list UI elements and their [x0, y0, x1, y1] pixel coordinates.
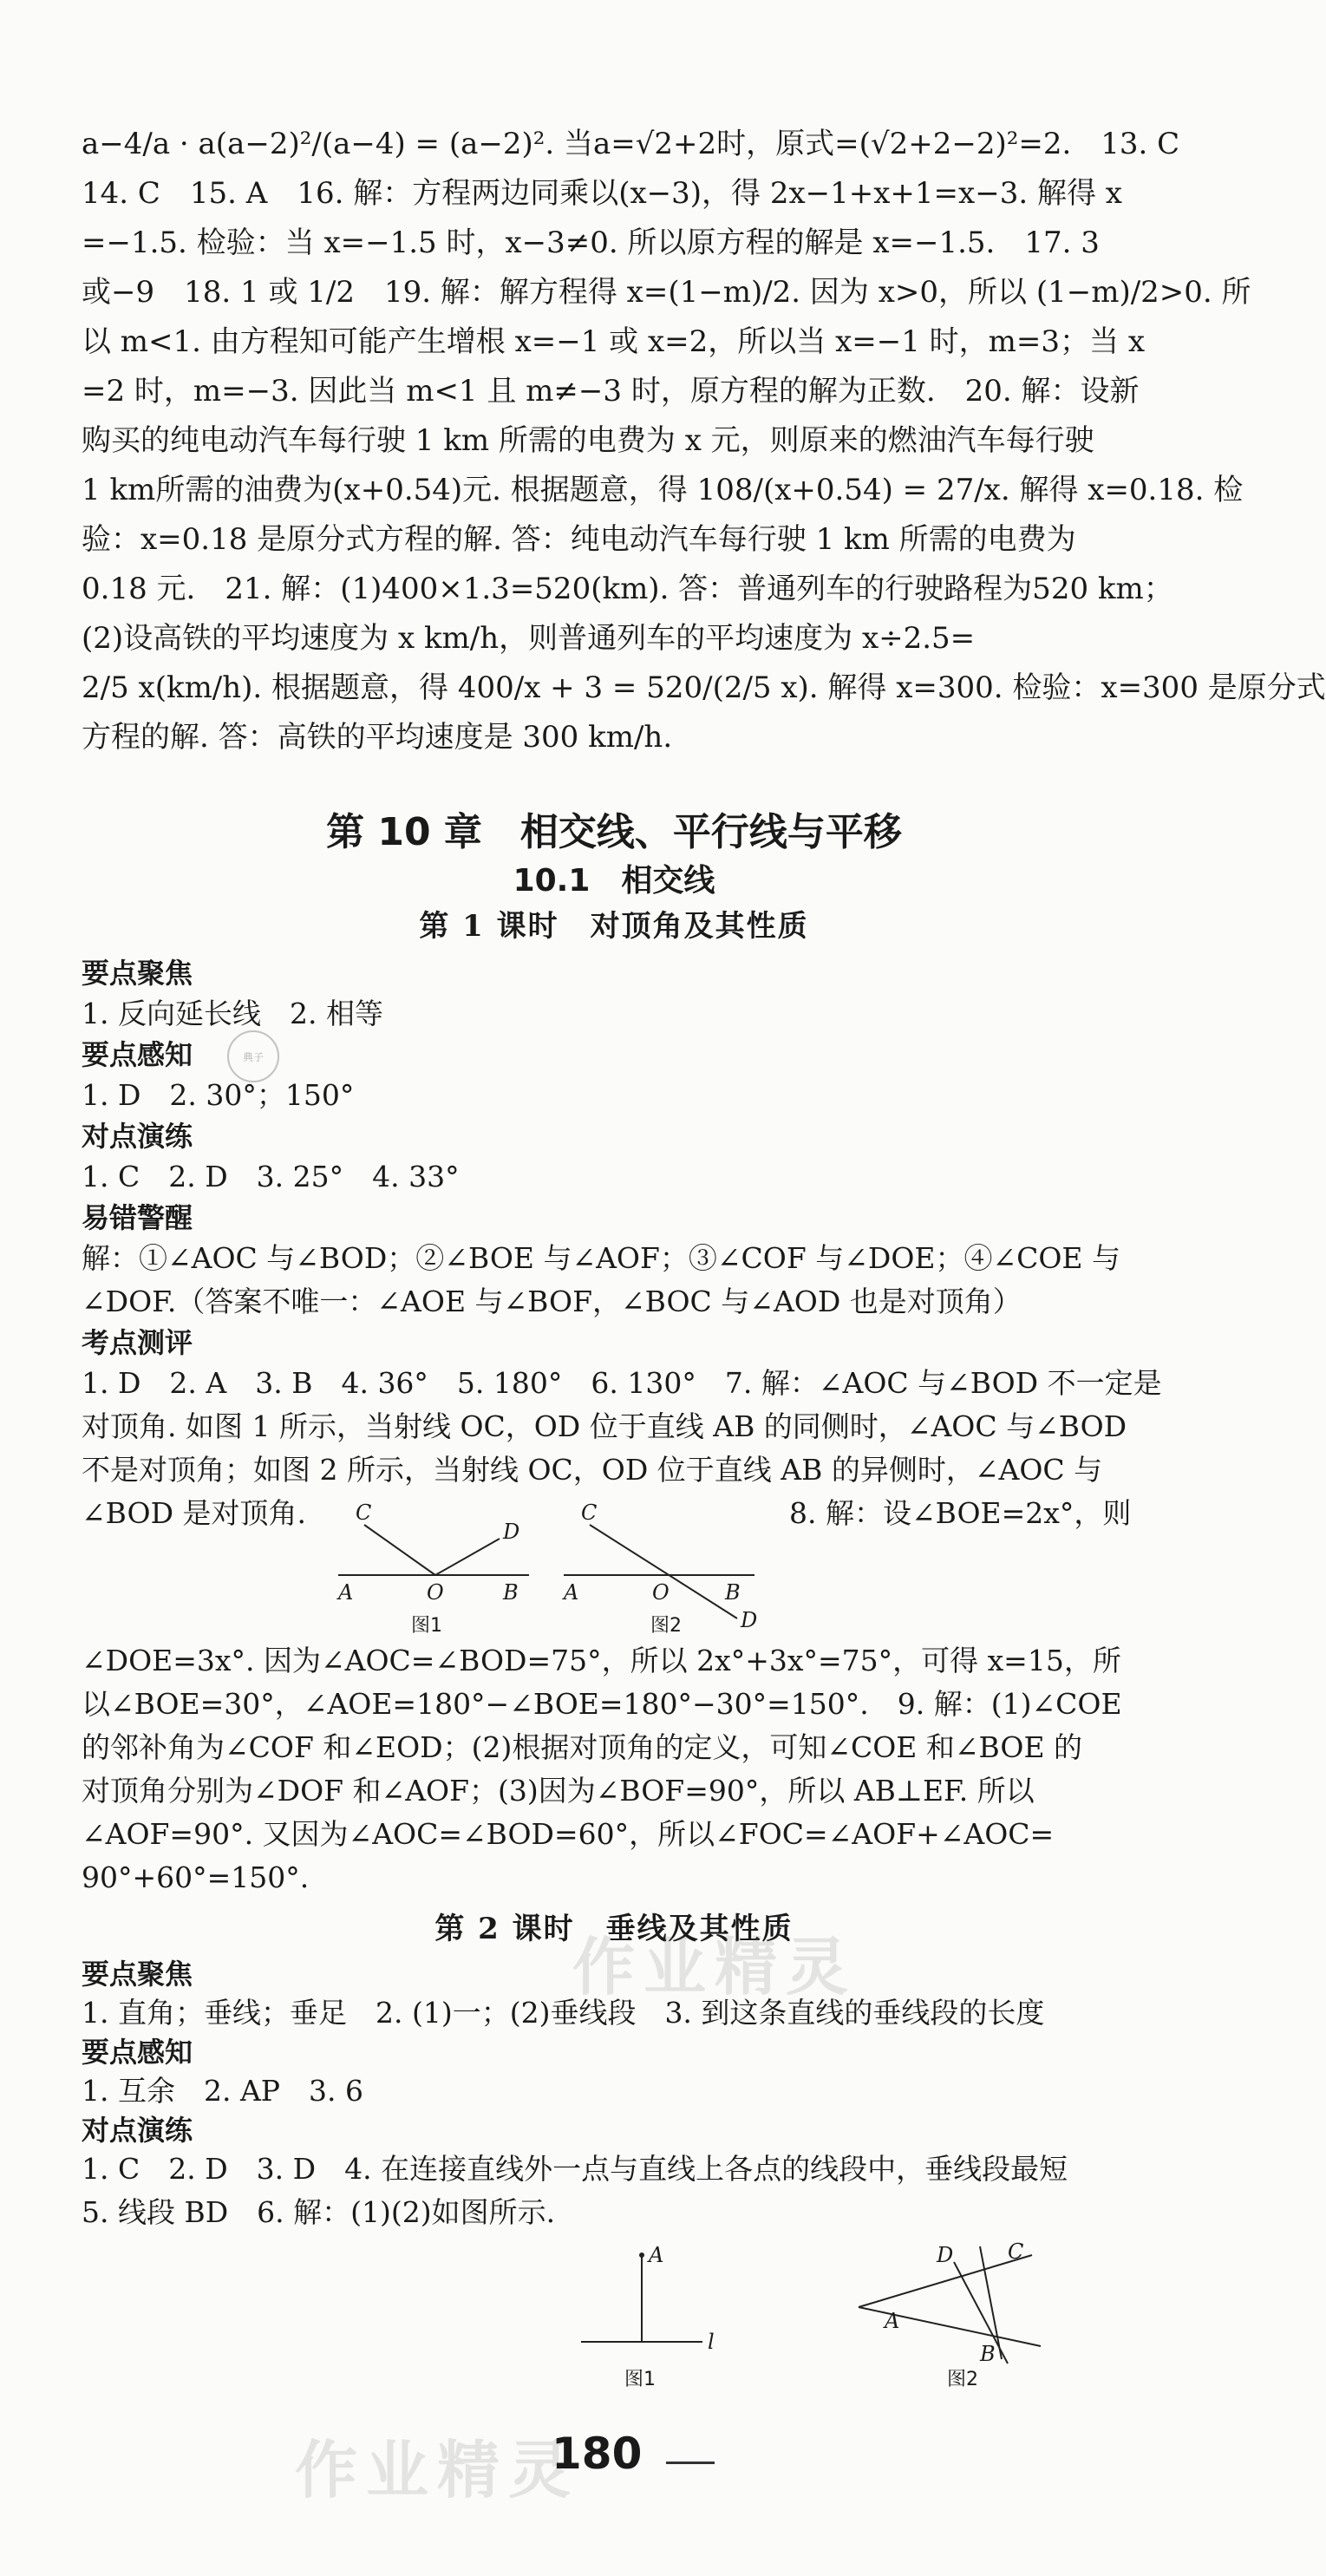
text-line: 验：x=0.18 是原分式方程的解. 答：纯电动汽车每行驶 1 km 所需的电费为	[82, 522, 1076, 557]
text-line: 1 km所需的油费为(x+0.54)元. 根据题意，得 108/(x+0.54) = 27/x. 解得 x=0.18. 检	[82, 473, 1244, 507]
text-line: =2 时，m=−3. 因此当 m<1 且 m≠−3 时，原方程的解为正数. 20. 解：设新	[82, 374, 1140, 409]
figure-1-same-side	[330, 1488, 538, 1636]
figure-caption: 图2	[650, 1615, 682, 1637]
answer-line: 1. D 2. 30°；150°	[82, 1078, 355, 1112]
point-label: O	[427, 1580, 444, 1605]
section-title: 10.1 相交线	[513, 863, 715, 899]
figure-2-opposite-side	[555, 1488, 763, 1636]
perpendicular-figure-2	[850, 2220, 1058, 2394]
section-label: 考点测评	[82, 1326, 193, 1359]
text-line: =−1.5. 检验：当 x=−1.5 时，x−3≠0. 所以原方程的解是 x=−1.5. 17. 3	[82, 226, 1100, 260]
answer-line: 对顶角分别为∠DOF 和∠AOF；(3)因为∠BOF=90°，所以 AB⊥EF. 所以	[82, 1774, 1035, 1808]
figure-caption: 图1	[624, 2369, 656, 2390]
figure-caption: 图1	[411, 1615, 442, 1637]
point-label: C	[581, 1500, 598, 1525]
answer-line: 的邻补角为∠COF 和∠EOD；(2)根据对顶角的定义，可知∠COE 和∠BOE 的	[82, 1730, 1083, 1764]
page-number-dash	[666, 2462, 715, 2464]
text-line: (2)设高铁的平均速度为 x km/h，则普通列车的平均速度为 x÷2.5=	[82, 621, 976, 656]
text-line: 以 m<1. 由方程知可能产生增根 x=−1 或 x=2，所以当 x=−1 时，m=3；当 x	[82, 324, 1146, 359]
answer-line: 1. C 2. D 3. D 4. 在连接直线外一点与直线上各点的线段中，垂线段最短	[82, 2152, 1068, 2186]
lesson-title: 第 1 课时 对顶角及其性质	[419, 909, 809, 944]
point-label: A	[649, 2243, 664, 2267]
point-label: C	[356, 1500, 372, 1525]
text-line: 或−9 18. 1 或 1/2 19. 解：解方程得 x=(1−m)/2. 因为 x>0，所以 (1−m)/2>0. 所	[82, 275, 1251, 310]
perpendicular-figure-1	[572, 2220, 781, 2394]
point-label: A	[885, 2309, 900, 2333]
answer-line: 不是对顶角；如图 2 所示，当射线 OC，OD 位于直线 AB 的异侧时，∠AOC 与	[82, 1453, 1103, 1487]
text-line: 14. C 15. A 16. 解：方程两边同乘以(x−3)，得 2x−1+x+1=x−3. 解得 x	[82, 176, 1122, 211]
answer-line: 解：①∠AOC 与∠BOD；②∠BOE 与∠AOF；③∠COF 与∠DOE；④∠COE 与	[82, 1241, 1121, 1275]
answer-line: 90°+60°=150°.	[82, 1860, 310, 1894]
text-line: 2/5 x(km/h). 根据题意，得 400/x + 3 = 520/(2/5 x). 解得 x=300. 检验：x=300 是原分式	[82, 670, 1326, 705]
answer-line: ∠BOD 是对顶角.	[82, 1496, 307, 1530]
section-label: 要点感知	[82, 1038, 193, 1071]
answer-line: 1. 反向延长线 2. 相等	[82, 997, 383, 1030]
top-answer-block	[82, 120, 1326, 762]
answer-line: 5. 线段 BD 6. 解：(1)(2)如图所示.	[82, 2195, 556, 2229]
section-label: 对点演练	[82, 1120, 193, 1153]
answer-line: ∠DOE=3x°. 因为∠AOC=∠BOD=75°，所以 2x°+3x°=75°，可得 x=15，所	[82, 1644, 1121, 1677]
point-label: O	[652, 1580, 670, 1605]
point-label: A	[564, 1580, 579, 1605]
chapter-title: 第 10 章 相交线、平行线与平移	[326, 810, 902, 854]
point-label: B	[980, 2342, 996, 2366]
point-label: C	[1008, 2239, 1024, 2264]
point-label: A	[338, 1580, 354, 1605]
text-line: 方程的解. 答：高铁的平均速度是 300 km/h.	[82, 720, 673, 755]
answer-line: ∠AOF=90°. 又因为∠AOC=∠BOD=60°，所以∠FOC=∠AOF+∠AOC=	[82, 1817, 1055, 1851]
point-label: D	[503, 1520, 520, 1544]
point-label: B	[503, 1580, 519, 1605]
answer-line: 1. 互余 2. AP 3. 6	[82, 2074, 363, 2108]
watermark: 作业精灵	[572, 1931, 858, 2004]
answer-line: 8. 解：设∠BOE=2x°，则	[789, 1496, 1132, 1530]
watermark: 作业精灵	[295, 2434, 580, 2507]
answer-line: 1. C 2. D 3. 25° 4. 33°	[82, 1160, 460, 1193]
text-line: 0.18 元. 21. 解：(1)400×1.3=520(km). 答：普通列车的行驶路程为520 km；	[82, 572, 1173, 606]
text-line: a−4/a · a(a−2)²/(a−4) = (a−2)². 当a=√2+2时，原式=(√2+2−2)²=2. 13. C	[82, 127, 1180, 161]
section-label: 要点感知	[82, 2036, 193, 2069]
text-line: 购买的纯电动汽车每行驶 1 km 所需的电费为 x 元，则原来的燃油汽车每行驶	[82, 423, 1094, 458]
section-label: 对点演练	[82, 2114, 193, 2147]
point-label: D	[741, 1608, 758, 1632]
stamp-mark: 典子	[227, 1030, 279, 1082]
page-number: 180	[552, 2429, 643, 2479]
answer-line: 1. 直角；垂线；垂足 2. (1)一；(2)垂线段 3. 到这条直线的垂线段的长度	[82, 1996, 1045, 2030]
figure-caption: 图2	[947, 2369, 978, 2390]
section-label: 要点聚焦	[82, 1958, 193, 1991]
answer-line: ∠DOF.（答案不唯一：∠AOE 与∠BOF，∠BOC 与∠AOD 也是对顶角）	[82, 1285, 1022, 1318]
line-label: l	[708, 2330, 715, 2354]
section-label: 要点聚焦	[82, 957, 193, 990]
answer-line: 以∠BOE=30°，∠AOE=180°−∠BOE=180°−30°=150°. 9. 解：(1)∠COE	[82, 1687, 1122, 1721]
lesson-title: 第 2 课时 垂线及其性质	[434, 1912, 794, 1946]
answer-line: 对顶角. 如图 1 所示，当射线 OC，OD 位于直线 AB 的同侧时，∠AOC 与∠BOD	[82, 1409, 1127, 1443]
section-label: 易错警醒	[82, 1201, 193, 1234]
point-label: D	[937, 2243, 954, 2267]
point-label: B	[725, 1580, 741, 1605]
answer-line: 1. D 2. A 3. B 4. 36° 5. 180° 6. 130° 7. 解：∠AOC 与∠BOD 不一定是	[82, 1366, 1162, 1400]
